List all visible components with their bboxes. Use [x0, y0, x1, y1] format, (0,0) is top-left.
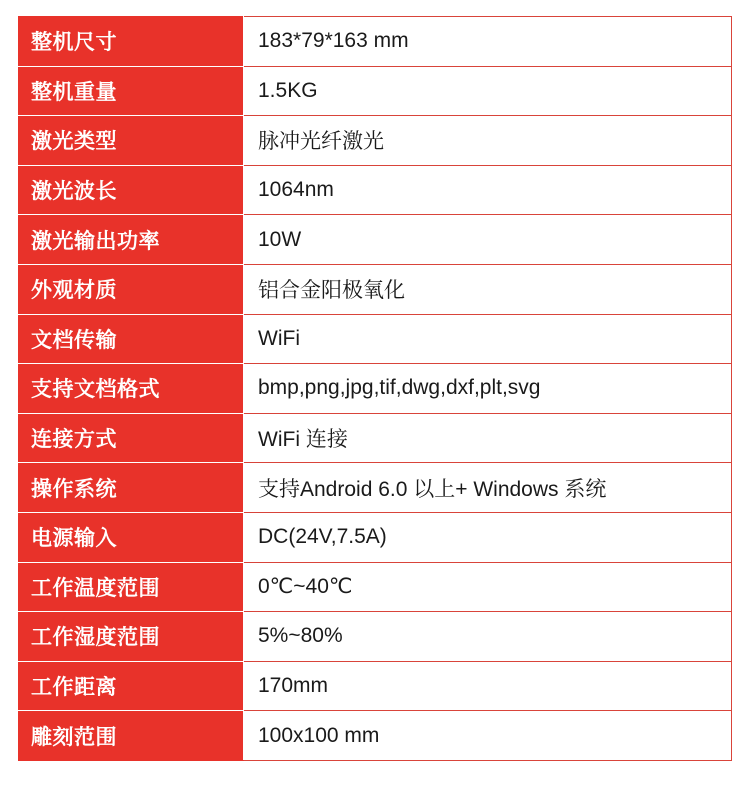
table-row	[19, 661, 732, 711]
table-row	[19, 165, 732, 215]
table-row	[19, 711, 732, 761]
table-row	[19, 264, 732, 314]
spec-value: DC(24V,7.5A)	[244, 512, 732, 562]
spec-label: 激光波长	[19, 165, 244, 215]
spec-value: 0℃~40℃	[244, 562, 732, 612]
table-row	[19, 562, 732, 612]
spec-label: 连接方式	[19, 413, 244, 463]
spec-value: 10W	[244, 215, 732, 265]
spec-value: 支持Android 6.0 以上+ Windows 系统	[244, 463, 732, 513]
table-row	[19, 116, 732, 166]
spec-label: 工作湿度范围	[19, 612, 244, 662]
table-row	[19, 17, 732, 67]
table-row	[19, 314, 732, 364]
spec-label: 工作温度范围	[19, 562, 244, 612]
spec-label: 外观材质	[19, 264, 244, 314]
specifications-table	[18, 16, 732, 761]
spec-value: WiFi 连接	[244, 413, 732, 463]
spec-value: 5%~80%	[244, 612, 732, 662]
table-row	[19, 215, 732, 265]
spec-label: 整机尺寸	[19, 17, 244, 67]
table-row	[19, 364, 732, 414]
spec-value: 1064nm	[244, 165, 732, 215]
spec-label: 文档传输	[19, 314, 244, 364]
spec-label: 激光类型	[19, 116, 244, 166]
spec-value: 铝合金阳极氧化	[244, 264, 732, 314]
spec-value: 脉冲光纤激光	[244, 116, 732, 166]
spec-value: WiFi	[244, 314, 732, 364]
table-row	[19, 413, 732, 463]
spec-label: 激光输出功率	[19, 215, 244, 265]
spec-label: 支持文档格式	[19, 364, 244, 414]
spec-label: 雕刻范围	[19, 711, 244, 761]
spec-label: 电源输入	[19, 512, 244, 562]
spec-label: 操作系统	[19, 463, 244, 513]
spec-value: 1.5KG	[244, 66, 732, 116]
spec-value: 100x100 mm	[244, 711, 732, 761]
spec-value: 170mm	[244, 661, 732, 711]
spec-label: 工作距离	[19, 661, 244, 711]
spec-value: 183*79*163 mm	[244, 17, 732, 67]
table-row	[19, 512, 732, 562]
table-row	[19, 612, 732, 662]
spec-label: 整机重量	[19, 66, 244, 116]
spec-value: bmp,png,jpg,tif,dwg,dxf,plt,svg	[244, 364, 732, 414]
table-row	[19, 66, 732, 116]
table-row	[19, 463, 732, 513]
specifications-table-body	[19, 17, 732, 761]
